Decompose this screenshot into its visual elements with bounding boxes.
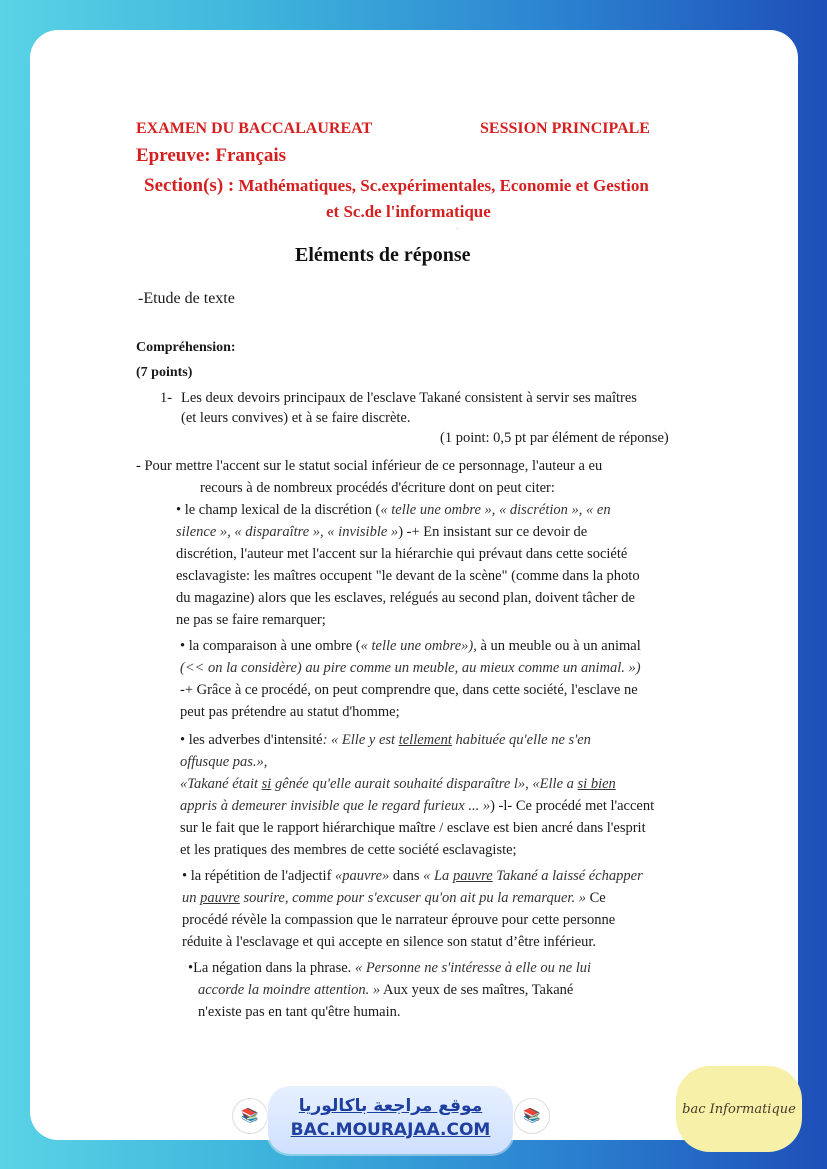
b3-quote-b: habituée qu'elle ne s'en (451, 732, 591, 748)
b3-underline-2: si (261, 776, 272, 792)
page-title: Eléments de réponse (295, 244, 471, 266)
b5-line-3: n'existe pas en tant qu'être humain. (198, 1004, 401, 1020)
epreuve-title: Epreuve: Français (136, 145, 287, 166)
b3-quote-e: appris à demeurer invisible que le regard furieux ... » (180, 798, 491, 814)
b3-quote-a: : « Elle y est (322, 732, 399, 748)
site-logo-left-icon: 📚 (232, 1098, 268, 1134)
b2-line-2: (<< on la considère) au pire comme un meuble, au mieux comme un animal. ») (180, 660, 641, 676)
b3-line-5: sur le fait que le rapport hiérarchique maître / esclave est bien ancré dans l'esprit (180, 820, 646, 836)
b4-text-c: Ce (585, 890, 606, 906)
b5-quote-b: accorde la moindre attention. » (198, 982, 381, 998)
b4-text: • la répétition de l'adjectif (182, 868, 336, 884)
b1-line-6: ne pas se faire remarquer; (176, 612, 326, 628)
b3-underline-3: si bien (577, 776, 616, 792)
b1-quote-2: silence », « disparaître », « invisible » (176, 524, 399, 540)
b1-line-4: esclavagiste: les maîtres occupent "le devant de la scène" (comme dans la photo (176, 568, 640, 584)
b4-quote-d: sourire, comme pour s'excuser qu'on ait pu la remarquer. » (239, 890, 586, 906)
b5-line-2 (198, 980, 573, 1002)
b3-line-4 (180, 796, 654, 818)
b3-text-b: ) -l- Ce procédé met l'accent (490, 798, 655, 814)
b3-quote-d: gênée qu'elle aurait souhaité disparaître l», «Elle a (271, 776, 578, 792)
b5-line-1 (188, 958, 591, 980)
b1-line-2 (176, 522, 587, 544)
b3-line-6: et les pratiques des membres de cette société esclavagiste; (180, 842, 517, 858)
section-label: Section(s) : (144, 175, 235, 196)
b2-line-3: -+ Grâce à ce procédé, on peut comprendre que, dans cette société, l'esclave ne (180, 682, 638, 698)
b1-text-2: ) -+ En insistant sur ce devoir de (398, 524, 588, 540)
tick-mark: ´ (456, 227, 459, 236)
q1-line-1: Les deux devoirs principaux de l'esclave Takané consistent à servir ses maîtres (181, 390, 637, 406)
exam-title: EXAMEN DU BACCALAUREAT (136, 120, 373, 137)
b4-underline-1: pauvre (452, 868, 493, 884)
b4-line-2 (182, 888, 606, 910)
b1-line-5: du magazine) alors que les esclaves, relégués au second plan, doivent tâcher de (176, 590, 635, 606)
b5-text: •La négation dans la phrase. (188, 960, 355, 976)
b5-quote: « Personne ne s'intéresse à elle ou ne lui (354, 960, 592, 976)
b3-text: • les adverbes d'intensité (180, 732, 323, 748)
b2-line-4: peut pas prétendre au statut d'homme; (180, 704, 400, 720)
b4-line-3: procédé révèle la compassion que le narrateur éprouve pour cette personne (182, 912, 616, 928)
b2-quote: « telle une ombre»), (360, 638, 477, 654)
document-page (30, 30, 798, 1140)
b4-adjective: «pauvre» (335, 868, 390, 884)
site-logo-right-icon: 📚 (514, 1098, 550, 1134)
b5-text-b: Aux yeux de ses maîtres, Takané (380, 982, 574, 998)
b1-line-1 (176, 500, 611, 522)
q1-line-2: (et leurs convives) et à se faire discrète. (181, 410, 411, 426)
b4-quote-a: « La (423, 868, 453, 884)
b3-quote-c: «Takané était (180, 776, 262, 792)
bac-informatique-badge: bac Informatique (676, 1066, 802, 1152)
b1-text: • le champ lexical de la discrétion ( (176, 502, 381, 518)
b4-quote-c: un (182, 890, 201, 906)
etude-heading: -Etude de texte (138, 290, 235, 307)
b2-text: • la comparaison à une ombre ( (180, 638, 361, 654)
b2-text-b: à un meuble ou à un animal (476, 638, 641, 654)
b4-line-4: réduite à l'esclavage et qui accepte en silence son statut d’être inférieur. (182, 934, 597, 950)
points-label: (7 points) (136, 365, 193, 380)
q1-bareme: (1 point: 0,5 pt par élément de réponse) (440, 430, 669, 446)
sections-line-2: et Sc.de l'informatique (326, 202, 491, 221)
comprehension-heading: Compréhension: (136, 340, 236, 355)
intro-line-2: recours à de nombreux procédés d'écriture dont on peut citer: (200, 480, 555, 496)
b3-underline-1: tellement (398, 732, 452, 748)
b2-line-1 (180, 636, 641, 658)
b3-line-2: offusque pas.», (180, 754, 268, 770)
intro-line-1: - Pour mettre l'accent sur le statut social inférieur de ce personnage, l'auteur a eu (136, 458, 603, 474)
q1-number: 1- (160, 390, 173, 406)
b1-quote: « telle une ombre », « discrétion », « en (380, 502, 611, 518)
b1-line-3: discrétion, l'auteur met l'accent sur la hiérarchie qui prévaut dans cette société (176, 546, 628, 562)
b4-line-1 (182, 866, 643, 888)
b4-underline-2: pauvre (200, 890, 240, 906)
site-banner-link[interactable] (268, 1086, 513, 1154)
session-title: SESSION PRINCIPALE (480, 120, 650, 137)
sections-line-1 (144, 175, 649, 197)
banner-arabic: موقع مراجعة باكالوريا (298, 1096, 483, 1116)
b4-quote-b: Takané a laissé échapper (492, 868, 643, 884)
b4-text-b: dans (389, 868, 424, 884)
b3-line-3 (180, 774, 616, 796)
banner-site: BAC.MOURAJAA.COM (290, 1120, 491, 1140)
b3-line-1 (180, 730, 591, 752)
sections-text-1: Mathématiques, Sc.expérimentales, Economie et Gestion (238, 176, 649, 195)
